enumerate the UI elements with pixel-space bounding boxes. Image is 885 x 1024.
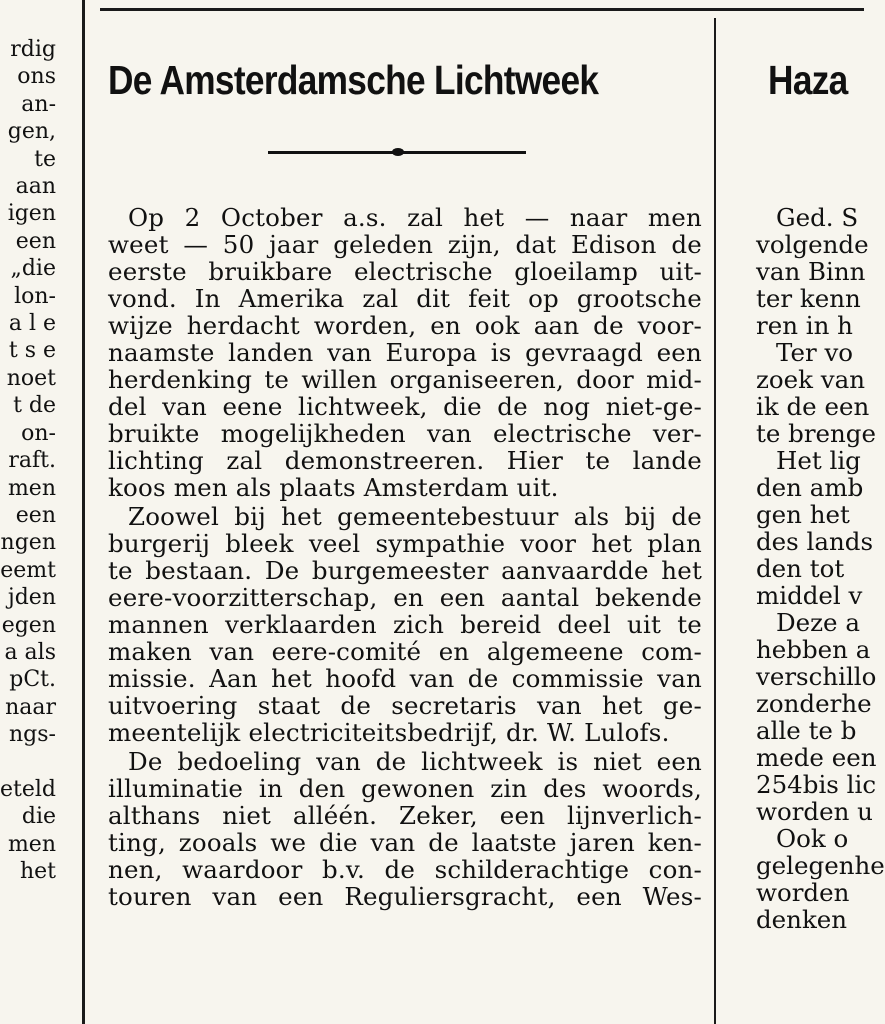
- article-line: herdenking te willen organiseeren, door mid-: [108, 365, 702, 394]
- right-column-fragment: [756, 50, 885, 934]
- left-column-line: ngen: [0, 530, 56, 556]
- left-column-line: an-: [21, 91, 56, 117]
- article-headline: De Amsterdamsche Lichtweek: [108, 57, 599, 103]
- article-paragraph: [108, 204, 702, 501]
- right-column-line: den amb: [756, 473, 864, 502]
- left-column-line: pCt.: [9, 667, 56, 693]
- article-line: te bestaan. De burgemeester aanvaardde het: [108, 556, 702, 585]
- left-column-line: een: [15, 228, 56, 254]
- article-line: bruikte mogelijkheden van electrische ver-: [108, 419, 702, 448]
- right-column-line: den tot: [756, 554, 845, 583]
- left-column-line: ngs-: [9, 722, 56, 748]
- article-line: eerste bruikbare electrische gloeilamp uit-: [108, 257, 702, 286]
- article-line: Zoowel bij het gemeentebestuur als bij de: [128, 502, 702, 531]
- right-column-line: zonderhe: [756, 689, 872, 718]
- left-column-line: eteld: [0, 776, 56, 802]
- article-line: vond. In Amerika zal dit feit op grootsche: [108, 284, 702, 313]
- left-column-line: die: [21, 804, 56, 830]
- article-line: touren van een Reguliersgracht, een Wes-: [108, 882, 702, 911]
- right-column-line: des lands: [756, 527, 874, 556]
- left-column-line: raft.: [8, 448, 56, 474]
- left-column-line: aan: [15, 174, 56, 200]
- left-column-line: igen: [7, 201, 56, 227]
- left-column-line: een: [15, 502, 56, 528]
- left-column-line: te: [34, 146, 56, 172]
- left-column-line: lon-: [14, 283, 56, 309]
- column-divider-left: [82, 0, 85, 1024]
- left-column-line: men: [7, 475, 56, 501]
- right-column-line: ter kenn: [756, 284, 861, 313]
- left-column-line: het: [19, 859, 56, 885]
- ornament-center-dot: [392, 148, 404, 156]
- right-column-line: gen het: [756, 500, 850, 529]
- headline-ornament-rule: [268, 148, 526, 156]
- left-column-line: noet: [6, 365, 56, 391]
- article-line: koos men als plaats Amsterdam uit.: [108, 473, 559, 502]
- right-column-line: van Binn: [756, 257, 866, 286]
- left-column-line: a als: [4, 639, 56, 665]
- article-line: maken van eere-comité en algemeene com-: [108, 637, 702, 666]
- article-line: lichting zal demonstreeren. Hier te lande: [108, 446, 702, 475]
- right-column-line: ren in h: [756, 311, 853, 340]
- right-column-line: middel v: [756, 581, 863, 610]
- article-line: eere-voorzitterschap, en een aantal bekende: [108, 583, 702, 612]
- right-column-line: te brenge: [756, 419, 876, 448]
- article-line: uitvoering staat de secretaris van het ge-: [108, 691, 702, 720]
- right-column-line: Het lig: [776, 446, 861, 475]
- article-line: ting, zooals we die van de laatste jaren ken-: [108, 828, 702, 857]
- article-line: althans niet alléén. Zeker, een lijnverlich-: [108, 801, 702, 830]
- right-column-line: zoek van: [756, 365, 866, 394]
- right-column-body: [756, 203, 885, 934]
- article-line: burgerij bleek veel sympathie voor het plan: [108, 529, 702, 558]
- right-column-line: Ged. S: [776, 203, 859, 232]
- right-column-line: Deze a: [776, 608, 860, 637]
- article-line: del van eene lichtweek, die de nog niet-ge-: [108, 392, 702, 421]
- column-divider-right: [714, 18, 716, 1024]
- right-column-line: alle te b: [756, 716, 857, 745]
- right-column-line: denken: [756, 905, 848, 934]
- right-column-line: gelegenhe: [756, 851, 885, 880]
- article-paragraph: [108, 503, 702, 746]
- left-column-line: rdig: [10, 37, 56, 62]
- left-column-line: egen: [1, 612, 56, 638]
- article-paragraph: [108, 748, 702, 910]
- article-column: [108, 50, 702, 911]
- left-column-line: eemt: [0, 557, 56, 583]
- right-column-line: Ook o: [776, 824, 849, 853]
- article-line: Op 2 October a.s. zal het — naar men: [128, 203, 702, 232]
- right-column-line: worden: [756, 878, 850, 907]
- article-line: meentelijk electriciteitsbedrijf, dr. W. Lulofs.: [108, 718, 670, 747]
- article-line: De bedoeling van de lichtweek is niet een: [128, 747, 702, 776]
- left-column-line: naar: [5, 694, 56, 720]
- right-column-line: verschillo: [756, 662, 877, 691]
- article-line: wijze herdacht worden, en ook aan de voor-: [108, 311, 702, 340]
- right-column-line: worden u: [756, 797, 873, 826]
- left-column-line: a l e: [8, 311, 56, 337]
- left-column-line: men: [7, 831, 56, 857]
- right-column-line: 254bis lic: [756, 770, 877, 799]
- article-line: missie. Aan het hoofd van de commissie van: [108, 664, 702, 693]
- right-column-line: mede een: [756, 743, 877, 772]
- left-column-line: t de: [13, 393, 56, 419]
- right-column-line: hebben a: [756, 635, 871, 664]
- article-line: nen, waardoor b.v. de schilderachtige con-: [108, 855, 702, 884]
- left-column-line: t s e: [8, 338, 56, 364]
- left-column-fragment: [0, 36, 78, 886]
- article-line: illuminatie in den gewonen zin des woords,: [108, 774, 702, 803]
- article-body: [108, 204, 702, 910]
- left-column-line: jden: [7, 585, 56, 611]
- article-line: naamste landen van Europa is gevraagd een: [108, 338, 702, 367]
- left-column-line: [0, 749, 78, 776]
- left-column-line: ons: [17, 64, 56, 90]
- left-column-line: „die: [10, 256, 56, 282]
- article-line: weet — 50 jaar geleden zijn, dat Edison de: [108, 230, 702, 259]
- right-column-line: ik de een: [756, 392, 870, 421]
- top-rule: [100, 8, 864, 11]
- left-column-line: on-: [21, 420, 56, 446]
- right-column-line: Ter vo: [776, 338, 854, 367]
- right-column-line: volgende: [756, 230, 869, 259]
- article-line: mannen verklaarden zich bereid deel uit te: [108, 610, 702, 639]
- right-column-headline: Haza: [768, 57, 848, 103]
- left-column-line: gen,: [7, 119, 56, 145]
